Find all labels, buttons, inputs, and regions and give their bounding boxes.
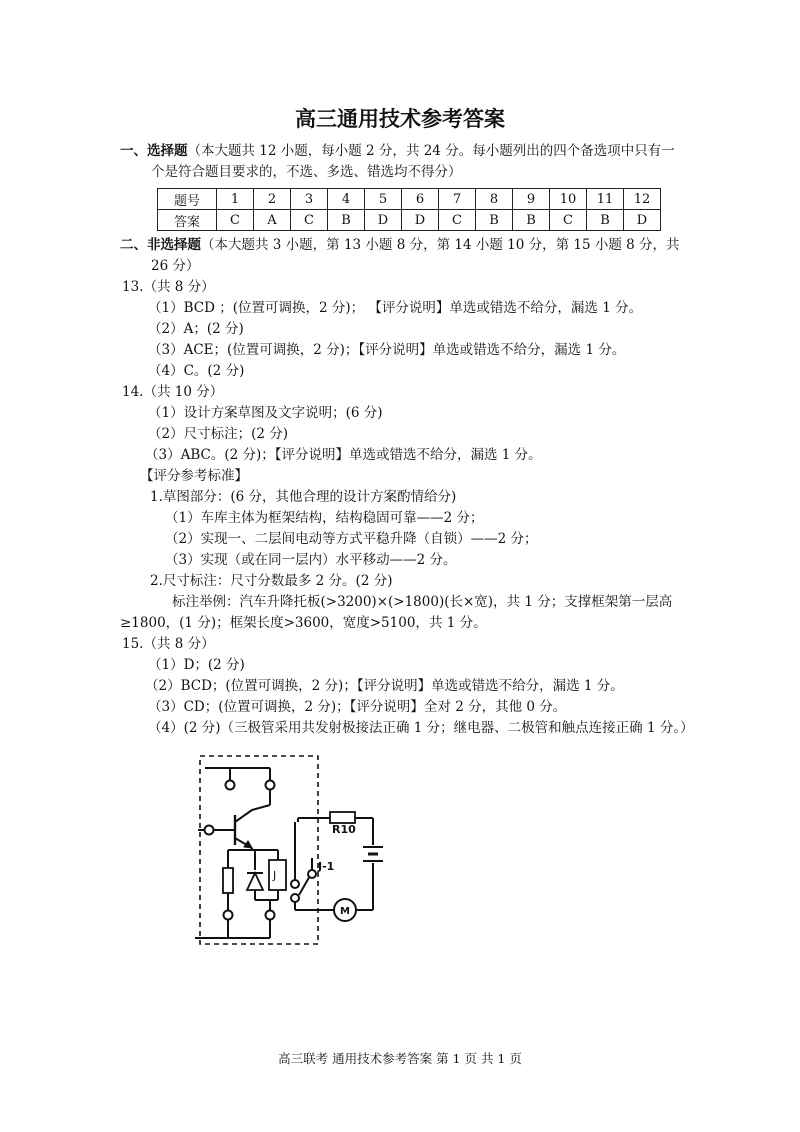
q14-sketch-title: 1.草图部分：(6 分，其他合理的设计方案酌情给分) (150, 489, 457, 505)
answer-cell: C (217, 210, 254, 231)
number-cell: 10 (550, 189, 587, 210)
page-title: 高三通用技术参考答案 (295, 107, 505, 131)
answer-cell: D (624, 210, 661, 231)
section1-desc-1: （本大题共 12 小题，每小题 2 分，共 24 分。每小题列出的四个备选项中只有一 (187, 143, 675, 159)
q13-item: （4）C。(2 分) (148, 363, 245, 379)
diode-icon (247, 873, 263, 890)
number-cell: 8 (476, 189, 513, 210)
terminal-circle (266, 781, 275, 790)
section2-heading: 二、非选择题 (120, 237, 201, 253)
transistor-collector (235, 810, 252, 822)
answer-cell: B (587, 210, 624, 231)
q15-item: （1）D；(2 分) (148, 657, 245, 673)
q15-header: 15.（共 8 分） (122, 636, 215, 652)
number-cell: 2 (254, 189, 291, 210)
contact-terminal (308, 870, 316, 878)
wire (252, 805, 270, 810)
answer-cell: C (291, 210, 328, 231)
number-cell: 12 (624, 189, 661, 210)
q15-item: （3）CD；(位置可调换，2 分)；【评分说明】全对 2 分，其他 0 分。 (148, 699, 567, 715)
section1-heading: 一、选择题 (120, 143, 188, 159)
q14-dim-title: 2.尺寸标注：尺寸分数最多 2 分。(2 分) (150, 573, 393, 589)
relay-coil-symbol (269, 860, 286, 890)
terminal-circle (266, 911, 275, 920)
q14-item: （1）设计方案草图及文字说明；(6 分) (148, 405, 383, 421)
q13-item: （1）BCD ；(位置可调换，2 分)； 【评分说明】单选或错选不给分，漏选 1 分。 (148, 300, 643, 316)
emitter-arrow-icon (244, 841, 252, 848)
r10-resistor-symbol (330, 812, 355, 823)
contact-terminal (291, 894, 299, 902)
answer-cell: D (365, 210, 402, 231)
number-cell: 7 (439, 189, 476, 210)
q14-sketch-item: （1）车库主体为框架结构，结构稳固可靠——2 分； (165, 510, 484, 526)
q15-item: （2）BCD；(位置可调换，2 分)；【评分说明】单选或错选不给分，漏选 1 分。 (145, 678, 624, 694)
number-cell: 11 (587, 189, 624, 210)
number-cell: 6 (402, 189, 439, 210)
contact-terminal (291, 880, 299, 888)
q14-header: 14.（共 10 分） (122, 384, 224, 400)
q14-dim-line2: ≥1800，(1 分)；框架长度>3600，宽度>5100，共 1 分。 (120, 615, 487, 631)
input-terminal (205, 826, 214, 835)
answer-cell: C (439, 210, 476, 231)
answer-cell: B (513, 210, 550, 231)
number-cell: 9 (513, 189, 550, 210)
motor-label: M (340, 906, 350, 917)
terminal-circle (224, 911, 233, 920)
q13-item: （2）A；(2 分) (148, 321, 244, 337)
answer-cell: A (254, 210, 291, 231)
section2-desc-1: （本大题共 3 小题，第 13 小题 8 分，第 14 小题 10 分，第 15 小题 8 分，共 (201, 237, 680, 253)
answer-cell: D (402, 210, 439, 231)
number-cell: 1 (217, 189, 254, 210)
relay-coil-label: J (273, 869, 277, 882)
table-row-answers (158, 210, 661, 231)
q14-ref-title: 【评分参考标准】 (140, 468, 248, 484)
j1-label: J-1 (318, 860, 335, 873)
table-row-numbers (158, 189, 661, 210)
answer-table (157, 188, 661, 231)
section1-desc-2: 个是符合题目要求的，不选、多选、错选均不得分） (151, 164, 462, 180)
answer-cell: B (328, 210, 365, 231)
r10-label: R10 (332, 823, 356, 836)
q14-sketch-item: （2）实现一、二层间电动等方式平稳升降（自锁）——2 分； (165, 531, 538, 547)
q14-item: （3）ABC。(2 分)；【评分说明】单选或错选不给分，漏选 1 分。 (145, 447, 542, 463)
q14-item: （2）尺寸标注；(2 分) (148, 426, 289, 442)
answer-cell: C (550, 210, 587, 231)
page-footer: 高三联考 通用技术参考答案 第 1 页 共 1 页 (278, 1051, 522, 1066)
section2-line1 (120, 235, 680, 255)
table-header-cell: 题号 (158, 189, 217, 210)
resistor-symbol (223, 868, 233, 893)
section2-desc-2: 26 分） (151, 258, 200, 274)
number-cell: 3 (291, 189, 328, 210)
answer-cell: B (476, 210, 513, 231)
number-cell: 5 (365, 189, 402, 210)
q14-dim-line1: 标注举例：汽车升降托板(>3200)×(>1800)(长×宽)，共 1 分；支撑框架第一层高 (172, 594, 673, 610)
section1-line1 (120, 141, 675, 161)
table-header-cell: 答案 (158, 210, 217, 231)
circuit-diagram (190, 750, 390, 955)
q13-header: 13.（共 8 分） (122, 279, 215, 295)
q14-sketch-item: （3）实现（或在同一层内）水平移动——2 分。 (165, 552, 457, 568)
q13-item: （3）ACE；(位置可调换，2 分)；【评分说明】单选或错选不给分，漏选 1 分。 (148, 342, 626, 358)
number-cell: 4 (328, 189, 365, 210)
terminal-circle (226, 781, 235, 790)
q15-item: （4）(2 分)（三极管采用共发射极接法正确 1 分；继电器、二极管和触点连接正确 1 分。） (148, 720, 694, 736)
